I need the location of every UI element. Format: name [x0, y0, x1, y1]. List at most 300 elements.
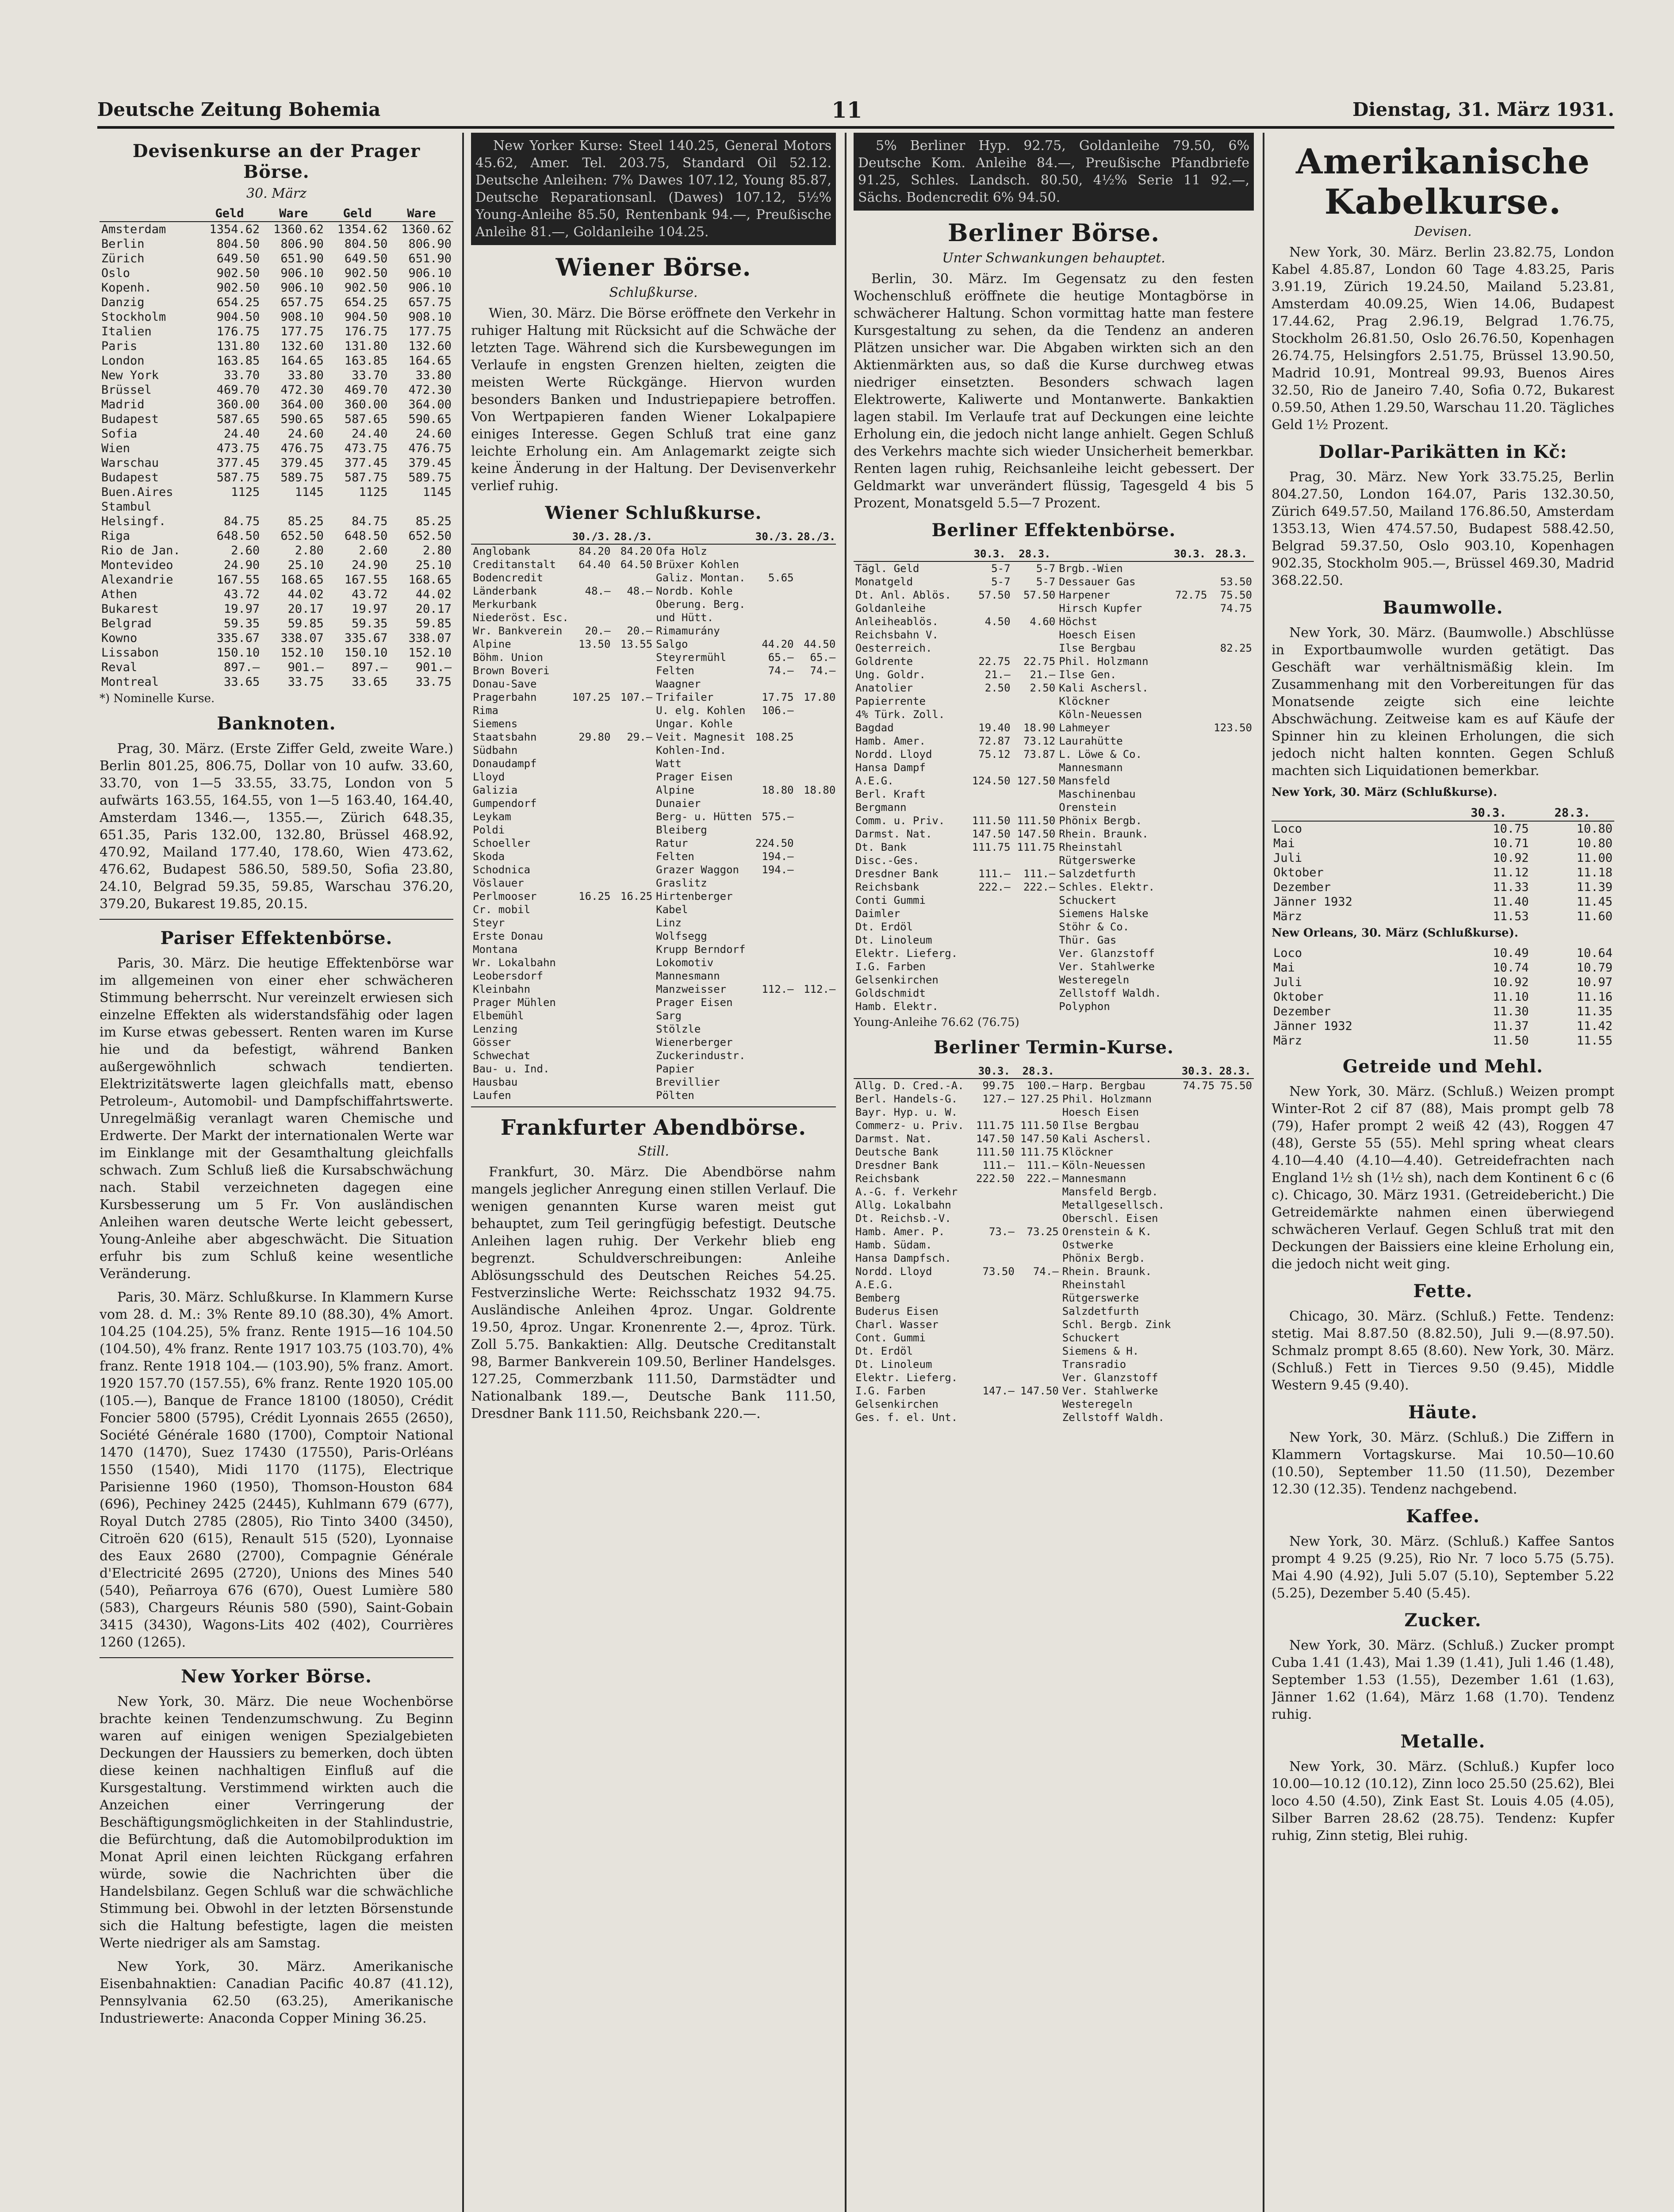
table-cell: 11.53	[1493, 910, 1529, 923]
row-label: Gösser	[473, 1036, 511, 1048]
table-cell: 589.75	[408, 471, 452, 484]
table-row	[854, 973, 1254, 987]
ny-boerse-heading: New Yorker Börse.	[181, 1666, 372, 1687]
table-row	[854, 695, 1254, 708]
table-cell: 33.75	[415, 675, 452, 689]
table-cell	[571, 664, 613, 677]
table-cell	[571, 717, 613, 730]
table-cell	[1012, 894, 1057, 907]
table-cell	[796, 956, 836, 969]
table-cell: 649.50	[344, 252, 388, 265]
row-label: Paris	[101, 339, 138, 353]
table-row	[471, 1062, 836, 1075]
table-cell	[1209, 1000, 1254, 1013]
row-label: Bukarest	[101, 602, 159, 616]
table-cell	[796, 558, 836, 571]
row-label: Wr. Lokalbahn	[473, 956, 556, 969]
row-label: Darmst. Nat.	[855, 1133, 932, 1145]
table-cell: 29.80	[578, 731, 611, 743]
table-row	[471, 890, 836, 903]
table-row	[854, 1265, 1254, 1278]
table-cell: 48.—	[585, 585, 611, 597]
row-label: Oktober	[1273, 990, 1324, 1004]
table-cell	[967, 947, 1012, 960]
row-label: Madrid	[101, 398, 145, 411]
table-cell: 1125	[359, 485, 388, 499]
termin-table	[854, 1064, 1254, 1424]
table-cell: 224.50	[755, 837, 794, 849]
table-row	[100, 456, 453, 470]
table-row	[854, 734, 1254, 748]
table-cell	[1216, 1291, 1254, 1305]
table-cell: 111.—	[978, 868, 1011, 880]
row-label: Bergmann	[855, 801, 907, 814]
table-cell	[967, 787, 1012, 801]
row-label: Rhein. Braunk.	[1059, 828, 1149, 840]
table-cell	[612, 571, 654, 584]
row-label: Dt. Erdöl	[855, 921, 913, 933]
table-cell	[1179, 1318, 1217, 1331]
table-cell: 147.—	[982, 1385, 1015, 1397]
berlin-text: Berlin, 30. März. Im Gegensatz zu den festen Wochenschluß eröffnete die heutige Montagbörse in schwächerer Haltung. Schon vormittag hatte man festere Kursgestaltung zu sehen, da die Tendenz an anderen Plätzen unsicher war. Die Abgaben wirkten sich an den Aktienmärkten aus, so daß die Kurse durchweg etwas niedriger einsetzten. Besonders schwach lagen Elektrowerte, Kaliwerte und Montanwerte. Bankaktien lagen stabil. Im Verlaufe trat auf Deckungen eine leichte Erholung ein, die jedoch nicht lange anhielt. Gegen Schluß des Verkehrs machte sich wieder Unsicherheit bemerkbar. Renten lagen ruhig, Reichsanleihe leicht gebessert. Der Geldmarkt war unverändert flüssig, Tagesgeld 4 bis 5 Prozent, Monatsgeld 5.5—7 Prozent.	[854, 271, 1254, 511]
table-cell	[612, 837, 654, 850]
row-label: Steyr	[473, 917, 505, 929]
table-cell: 1125	[231, 485, 260, 499]
table-cell	[1171, 894, 1209, 907]
table-row	[854, 721, 1254, 734]
table-cell	[612, 903, 654, 916]
table-cell	[967, 602, 1012, 615]
table-row	[100, 353, 453, 368]
row-label: Klöckner	[1059, 695, 1110, 707]
table-cell	[612, 929, 654, 943]
row-label: März	[1273, 910, 1302, 923]
row-label: Salzdetfurth	[1059, 868, 1136, 880]
row-label: Felten	[656, 664, 694, 677]
table-cell	[612, 744, 654, 757]
row-label: Dunaier	[656, 797, 701, 810]
table-cell	[796, 1049, 836, 1062]
row-label: Zürich	[101, 252, 145, 265]
table-cell	[967, 1000, 1012, 1013]
row-label: Reichsbahn V.	[855, 629, 939, 641]
table-cell	[1016, 1344, 1061, 1358]
frankfurt-subheading: Still.	[638, 1144, 669, 1159]
table-row	[854, 1000, 1254, 1013]
table-cell: 5-7	[1036, 562, 1056, 575]
row-label: Stockholm	[101, 310, 166, 324]
haeute-text: New York, 30. März. (Schluß.) Die Ziffern in Klammern Vortagskurse. Mai 10.50—10.60 (10.50), September 11.50 (11.50), Dezember 12.30 (12.35). Tendenz nachgebend.	[1272, 1430, 1614, 1497]
table-cell	[754, 956, 796, 969]
table-cell	[1016, 1358, 1061, 1371]
table-cell	[754, 1075, 796, 1089]
column-header	[100, 206, 198, 222]
row-label: Harp. Bergbau	[1062, 1079, 1145, 1092]
table-cell: 10.79	[1576, 961, 1613, 975]
table-row	[854, 628, 1254, 641]
table-cell	[1209, 681, 1254, 695]
row-label: Rheinstahl	[1062, 1279, 1126, 1291]
table-cell: 163.85	[216, 354, 260, 368]
table-cell: 43.72	[224, 588, 260, 601]
row-label: Mai	[1273, 837, 1295, 850]
table-cell	[1179, 1132, 1217, 1145]
table-row	[471, 850, 836, 863]
table-cell: 5-7	[991, 576, 1011, 588]
table-cell: 222.—	[1023, 881, 1056, 893]
table-cell: 17.75	[762, 691, 794, 703]
table-row	[1272, 1004, 1614, 1019]
table-cell	[1171, 774, 1209, 787]
table-cell	[1012, 628, 1057, 641]
row-label: Athen	[101, 588, 138, 601]
table-row	[100, 339, 453, 353]
table-cell: 85.25	[287, 515, 324, 528]
table-cell	[1171, 628, 1209, 641]
table-cell	[967, 628, 1012, 641]
row-label: Oberschl. Eisen	[1062, 1212, 1158, 1225]
table-cell	[571, 757, 613, 770]
table-cell	[1179, 1371, 1217, 1384]
table-cell	[1171, 748, 1209, 761]
table-row	[854, 1106, 1254, 1119]
table-row	[100, 280, 453, 295]
table-cell	[1171, 814, 1209, 827]
table-cell	[972, 1358, 1016, 1371]
table-cell	[1179, 1225, 1217, 1238]
table-cell: 472.30	[408, 383, 452, 397]
table-cell	[1012, 987, 1057, 1000]
table-cell: 19.97	[224, 602, 260, 616]
row-label: Bemberg	[855, 1292, 900, 1304]
table-cell: 21.—	[984, 668, 1011, 681]
table-row	[471, 624, 836, 637]
row-label: Ilse Bergbau	[1062, 1119, 1139, 1132]
table-row	[471, 704, 836, 717]
table-cell	[571, 903, 613, 916]
table-cell	[1171, 721, 1209, 734]
table-row	[471, 637, 836, 651]
baumwolle-heading: Baumwolle.	[1383, 597, 1503, 618]
row-label: Rütgerswerke	[1059, 854, 1136, 867]
table-cell: 84.20	[620, 545, 653, 557]
row-label: Phönix Bergb.	[1062, 1252, 1145, 1264]
devisen-heading: Devisenkurse an der Prager Börse.	[132, 141, 421, 182]
table-cell	[571, 863, 613, 876]
table-cell: 75.50	[1220, 1079, 1252, 1092]
table-row	[471, 544, 836, 558]
table-cell	[754, 558, 796, 571]
table-cell: 2.80	[295, 544, 324, 557]
table-cell	[1216, 1398, 1254, 1411]
table-row	[471, 810, 836, 823]
table-cell: 164.65	[408, 354, 452, 368]
table-cell: 806.90	[280, 237, 324, 251]
column-rule	[462, 133, 464, 2212]
table-cell: 74.75	[1183, 1079, 1215, 1092]
table-row	[1272, 880, 1614, 895]
wien-heading: Wiener Börse.	[555, 253, 751, 281]
row-label: Rima	[473, 704, 498, 717]
row-label: Oktober	[1273, 866, 1324, 879]
row-label: Juli	[1273, 975, 1302, 989]
table-cell: 84.75	[224, 515, 260, 528]
row-label: Prager Mühlen	[473, 996, 556, 1009]
table-cell: 100.—	[1027, 1079, 1059, 1092]
table-cell	[612, 783, 654, 797]
table-cell	[754, 598, 796, 611]
table-cell: 18.80	[762, 784, 794, 796]
table-cell: 24.90	[352, 558, 388, 572]
table-cell	[1171, 960, 1209, 973]
berlin-subheading: Unter Schwankungen behauptet.	[942, 250, 1165, 266]
table-cell: 176.75	[216, 325, 260, 338]
table-cell: 131.80	[344, 339, 388, 353]
table-cell	[1216, 1358, 1254, 1371]
table-cell: 902.50	[344, 266, 388, 280]
row-label: Kopenh.	[101, 281, 152, 295]
row-label: Polyphon	[1059, 1000, 1110, 1013]
table-row	[100, 514, 453, 529]
table-cell	[326, 499, 390, 514]
table-cell	[612, 1022, 654, 1036]
table-cell: 652.50	[408, 529, 452, 543]
table-cell: 575.—	[762, 810, 794, 823]
table-cell	[754, 544, 796, 558]
row-label: Gelsenkirchen	[855, 1398, 939, 1410]
row-label: Kali Aschersl.	[1062, 1133, 1152, 1145]
table-cell: 44.02	[287, 588, 324, 601]
table-cell: 1360.62	[401, 223, 452, 236]
table-cell: 85.25	[415, 515, 452, 528]
table-row	[100, 237, 453, 251]
table-cell	[796, 717, 836, 730]
table-row	[471, 757, 836, 770]
table-row	[471, 717, 836, 730]
table-cell: 1354.62	[209, 223, 260, 236]
row-label: Papierrente	[855, 695, 926, 707]
table-cell: 127.—	[982, 1093, 1015, 1105]
devisen-table	[100, 206, 453, 689]
table-row	[471, 996, 836, 1009]
row-label: Niederöst. Esc.	[473, 611, 569, 624]
table-cell	[1216, 1371, 1254, 1384]
table-row	[100, 616, 453, 631]
table-cell	[1012, 947, 1057, 960]
row-label: Bau- u. Ind.	[473, 1063, 550, 1075]
table-cell	[612, 983, 654, 996]
table-cell: 2.60	[231, 544, 260, 557]
row-label: Oberung. Berg.	[656, 598, 746, 611]
row-label: Siemens & H.	[1062, 1345, 1139, 1357]
table-cell: 19.97	[352, 602, 388, 616]
table-cell: 587.65	[344, 412, 388, 426]
row-label: Goldrente	[855, 655, 913, 668]
fette-text: Chicago, 30. März. (Schluß.) Fette. Tendenz: stetig. Mai 8.87.50 (8.82.50), Juli 9.—(8.97.50). Schmalz prompt 8.65 (8.60). New York, 30. März. (Schluß.) Fett in Tierces 9.50 (9.45), Middle Western 9.45 (9.40).	[1272, 1309, 1614, 1393]
table-cell: 57.50	[978, 589, 1011, 601]
row-label: Helsingf.	[101, 515, 166, 528]
column-header: 30.3.	[967, 547, 1012, 561]
table-cell	[1171, 854, 1209, 867]
table-cell: 902.50	[216, 281, 260, 295]
paris-kurse: Paris, 30. März. Schlußkurse. In Klammern Kurse vom 28. d. M.: 3% Rente 89.10 (88.30), 4% Amort. 104.25 (104.25), 5% franz. Rente 1915—16 104.50 (104.50), 4% franz. Rente 1917 103.75 (103.70), 4% franz. Rente 1918 104.— (103.90), 5% franz. Amort. 1920 157.70 (157.55), 6% franz. Rente 1920 105.00 (105.—), Banque de France 18100 (18050), Crédit Foncier 5800 (5795), Crédit Lyonnais 2655 (2650), Société Générale 1680 (1700), Comptoir National 1470 (1470), Suez 17430 (17550), Paris-Orléans 1550 (1540), Midi 1170 (1175), Electrique Parisienne 1960 (1950), Thomson-Houston 684 (696), Pechiney 2425 (2445), Kuhlmann 679 (677), Royal Dutch 2785 (2805), Rio Tinto 3400 (3450), Citroën 620 (615), Renault 515 (520), Lyonnaise des Eaux 2680 (2700), Compagnie Générale d'Electricité 2695 (2720), Unions des Mines 540 (540), Peñarroya 676 (670), Ouest Lumière 580 (583), Chargeurs Réunis 580 (590), Saint-Gobain 3415 (3430), Wagons-Lits 402 (402), Courrières 1260 (1265).	[100, 1290, 453, 1650]
table-cell: 657.75	[408, 296, 452, 309]
table-row	[854, 841, 1254, 854]
table-cell: 22.75	[1023, 655, 1056, 668]
row-label: Dresdner Bank	[855, 868, 939, 880]
table-cell	[1171, 695, 1209, 708]
table-row	[854, 867, 1254, 880]
table-cell: 44.02	[415, 588, 452, 601]
row-label: I.G. Farben	[855, 960, 926, 973]
table-cell	[1179, 1172, 1217, 1185]
table-cell	[1171, 933, 1209, 947]
table-cell	[796, 544, 836, 558]
table-cell: 906.10	[280, 266, 324, 280]
frankfurt-text: Frankfurt, 30. März. Die Abendbörse nahm mangels jeglicher Anregung einen stillen Verlauf. Die wenigen genannten Kurse waren meist gut behauptet, zum Teil geringfügig befestigt. Deutsche Anleihen lagen ruhig. Der Verkehr blieb eng begrenzt. Schuldverschreibungen: Anleihe Ablösungsschuld des Deutschen Reiches 54.25. Festverzinsliche Werte: Reichsschatz 1932 94.75. Ausländische Anleihen 4proz. Ungar. Goldrente 19.50, 4proz. Ungar. Kronenrente 2.—, 4proz. Türk. Zoll 5.75. Bankaktien: Allg. Deutsche Creditanstalt 98, Barmer Bankverein 109.50, Berliner Handelsges. 127.25, Commerzbank 111.50, Darmstädter und Nationalbank 189.—, Deutsche Bank 111.50, Dresdner Bank 111.50, Reichsbank 220.—.	[471, 1164, 836, 1421]
row-label: Comm. u. Priv.	[855, 814, 945, 827]
table-cell	[796, 770, 836, 783]
table-cell	[754, 717, 796, 730]
table-cell	[612, 664, 654, 677]
table-cell	[754, 916, 796, 929]
table-cell	[754, 1009, 796, 1022]
table-cell	[1216, 1331, 1254, 1344]
table-cell: 379.45	[408, 456, 452, 470]
table-cell	[1179, 1291, 1217, 1305]
table-cell	[754, 1089, 796, 1102]
table-row	[100, 675, 453, 689]
table-cell: 222.—	[978, 881, 1011, 893]
table-row	[100, 602, 453, 616]
table-cell: 150.10	[216, 646, 260, 660]
table-cell	[1216, 1119, 1254, 1132]
table-cell: 65.—	[768, 651, 794, 664]
table-cell	[796, 730, 836, 744]
row-label: Belgrad	[101, 617, 152, 630]
table-cell	[1179, 1212, 1217, 1225]
table-row	[854, 1398, 1254, 1411]
table-cell: 112.—	[804, 983, 836, 995]
table-cell	[754, 1062, 796, 1075]
table-cell	[571, 850, 613, 863]
table-cell	[754, 797, 796, 810]
row-label: Anleiheablös.	[855, 615, 939, 628]
table-cell	[571, 744, 613, 757]
row-label: Leobersdorf	[473, 970, 543, 982]
table-cell: 897.—	[352, 661, 388, 674]
table-cell: 2.80	[422, 544, 452, 557]
row-label: Daimler	[855, 907, 900, 920]
row-label: Gumpendorf	[473, 797, 537, 810]
table-cell: 335.67	[344, 631, 388, 645]
table-cell	[1012, 641, 1057, 655]
row-label: Budapest	[101, 412, 159, 426]
table-cell	[972, 1291, 1016, 1305]
table-cell: 2.50	[984, 682, 1011, 694]
row-label: Goldanleihe	[855, 602, 926, 614]
table-cell	[754, 1049, 796, 1062]
table-row	[854, 1384, 1254, 1398]
row-label: Danzig	[101, 296, 145, 309]
table-cell	[571, 611, 613, 624]
table-row	[471, 969, 836, 983]
row-label: Dessauer Gas	[1059, 576, 1136, 588]
table-cell: 73.50	[982, 1265, 1015, 1278]
table-cell: 24.90	[224, 558, 260, 572]
row-label: Montana	[473, 943, 518, 956]
page-number: 11	[831, 97, 862, 123]
table-cell: 11.39	[1576, 880, 1613, 894]
row-label: Ostwerke	[1062, 1239, 1114, 1251]
wien-schluss-heading: Wiener Schlußkurse.	[545, 503, 762, 523]
table-row	[854, 920, 1254, 933]
table-cell	[1171, 920, 1209, 933]
row-label: Stambul	[101, 500, 152, 514]
table-cell: 5-7	[991, 562, 1011, 575]
table-cell: 167.55	[216, 573, 260, 587]
row-label: Laufen	[473, 1089, 511, 1102]
table-cell	[612, 916, 654, 929]
row-label: Rio de Jan.	[101, 544, 180, 557]
table-cell	[1179, 1265, 1217, 1278]
table-cell	[1179, 1358, 1217, 1371]
table-cell: 74.—	[810, 664, 836, 677]
table-cell: 33.75	[287, 675, 324, 689]
table-cell	[1209, 695, 1254, 708]
table-cell: 587.75	[216, 471, 260, 484]
table-row	[471, 1022, 836, 1036]
table-cell	[1012, 708, 1057, 721]
row-label: Alpine	[473, 638, 511, 650]
row-label: Metallgesellsch.	[1062, 1199, 1165, 1211]
row-label: Dresdner Bank	[855, 1159, 939, 1171]
row-label: Bayr. Hyp. u. W.	[855, 1106, 958, 1118]
table-cell	[1209, 655, 1254, 668]
row-label: Hirsch Kupfer	[1059, 602, 1142, 614]
row-label: Trifailer	[656, 691, 714, 703]
table-row	[854, 681, 1254, 695]
table-cell: 16.25	[620, 890, 653, 902]
wien-text: Wien, 30. März. Die Börse eröffnete den Verkehr in ruhiger Haltung mit Rücksicht auf die Schwäche der letzten Tage. Während sich die Kursbewegungen im Verlaufe in engsten Grenzen hielten, zeigten die meisten Werte Rückgänge. Hiervon wurden besonders Banken und Industriepapiere betroffen. Von Wertpapieren fanden Wiener Lokalpapiere einiges Interesse. Gegen Schluß trat eine ganz leichte Erholung ein. Am Anlagemarkt zeigte sich keine Änderung in der Haltung. Der Devisenverkehr verlief ruhig.	[471, 306, 836, 494]
table-row	[854, 708, 1254, 721]
table-cell: 168.65	[280, 573, 324, 587]
table-cell: 1145	[422, 485, 452, 499]
table-cell: 906.10	[408, 281, 452, 295]
table-cell: 132.60	[408, 339, 452, 353]
table-cell	[612, 1009, 654, 1022]
table-cell	[754, 823, 796, 837]
row-label: Nordb. Kohle	[656, 585, 733, 597]
table-cell	[612, 823, 654, 837]
row-label: Böhm. Union	[473, 651, 543, 664]
table-cell: 360.00	[344, 398, 388, 411]
table-cell	[571, 783, 613, 797]
table-cell	[612, 956, 654, 969]
row-label: Kleinbahn	[473, 983, 531, 995]
table-cell: 64.50	[620, 558, 653, 571]
table-row	[1272, 865, 1614, 880]
table-cell: 338.07	[408, 631, 452, 645]
row-label: Klöckner	[1062, 1146, 1114, 1158]
table-row	[854, 1225, 1254, 1238]
table-cell	[1179, 1145, 1217, 1159]
table-cell	[1012, 920, 1057, 933]
table-cell	[1209, 947, 1254, 960]
table-cell: 127.25	[1020, 1093, 1059, 1105]
row-label: Cr. mobil	[473, 903, 531, 916]
column-3	[854, 133, 1254, 1424]
